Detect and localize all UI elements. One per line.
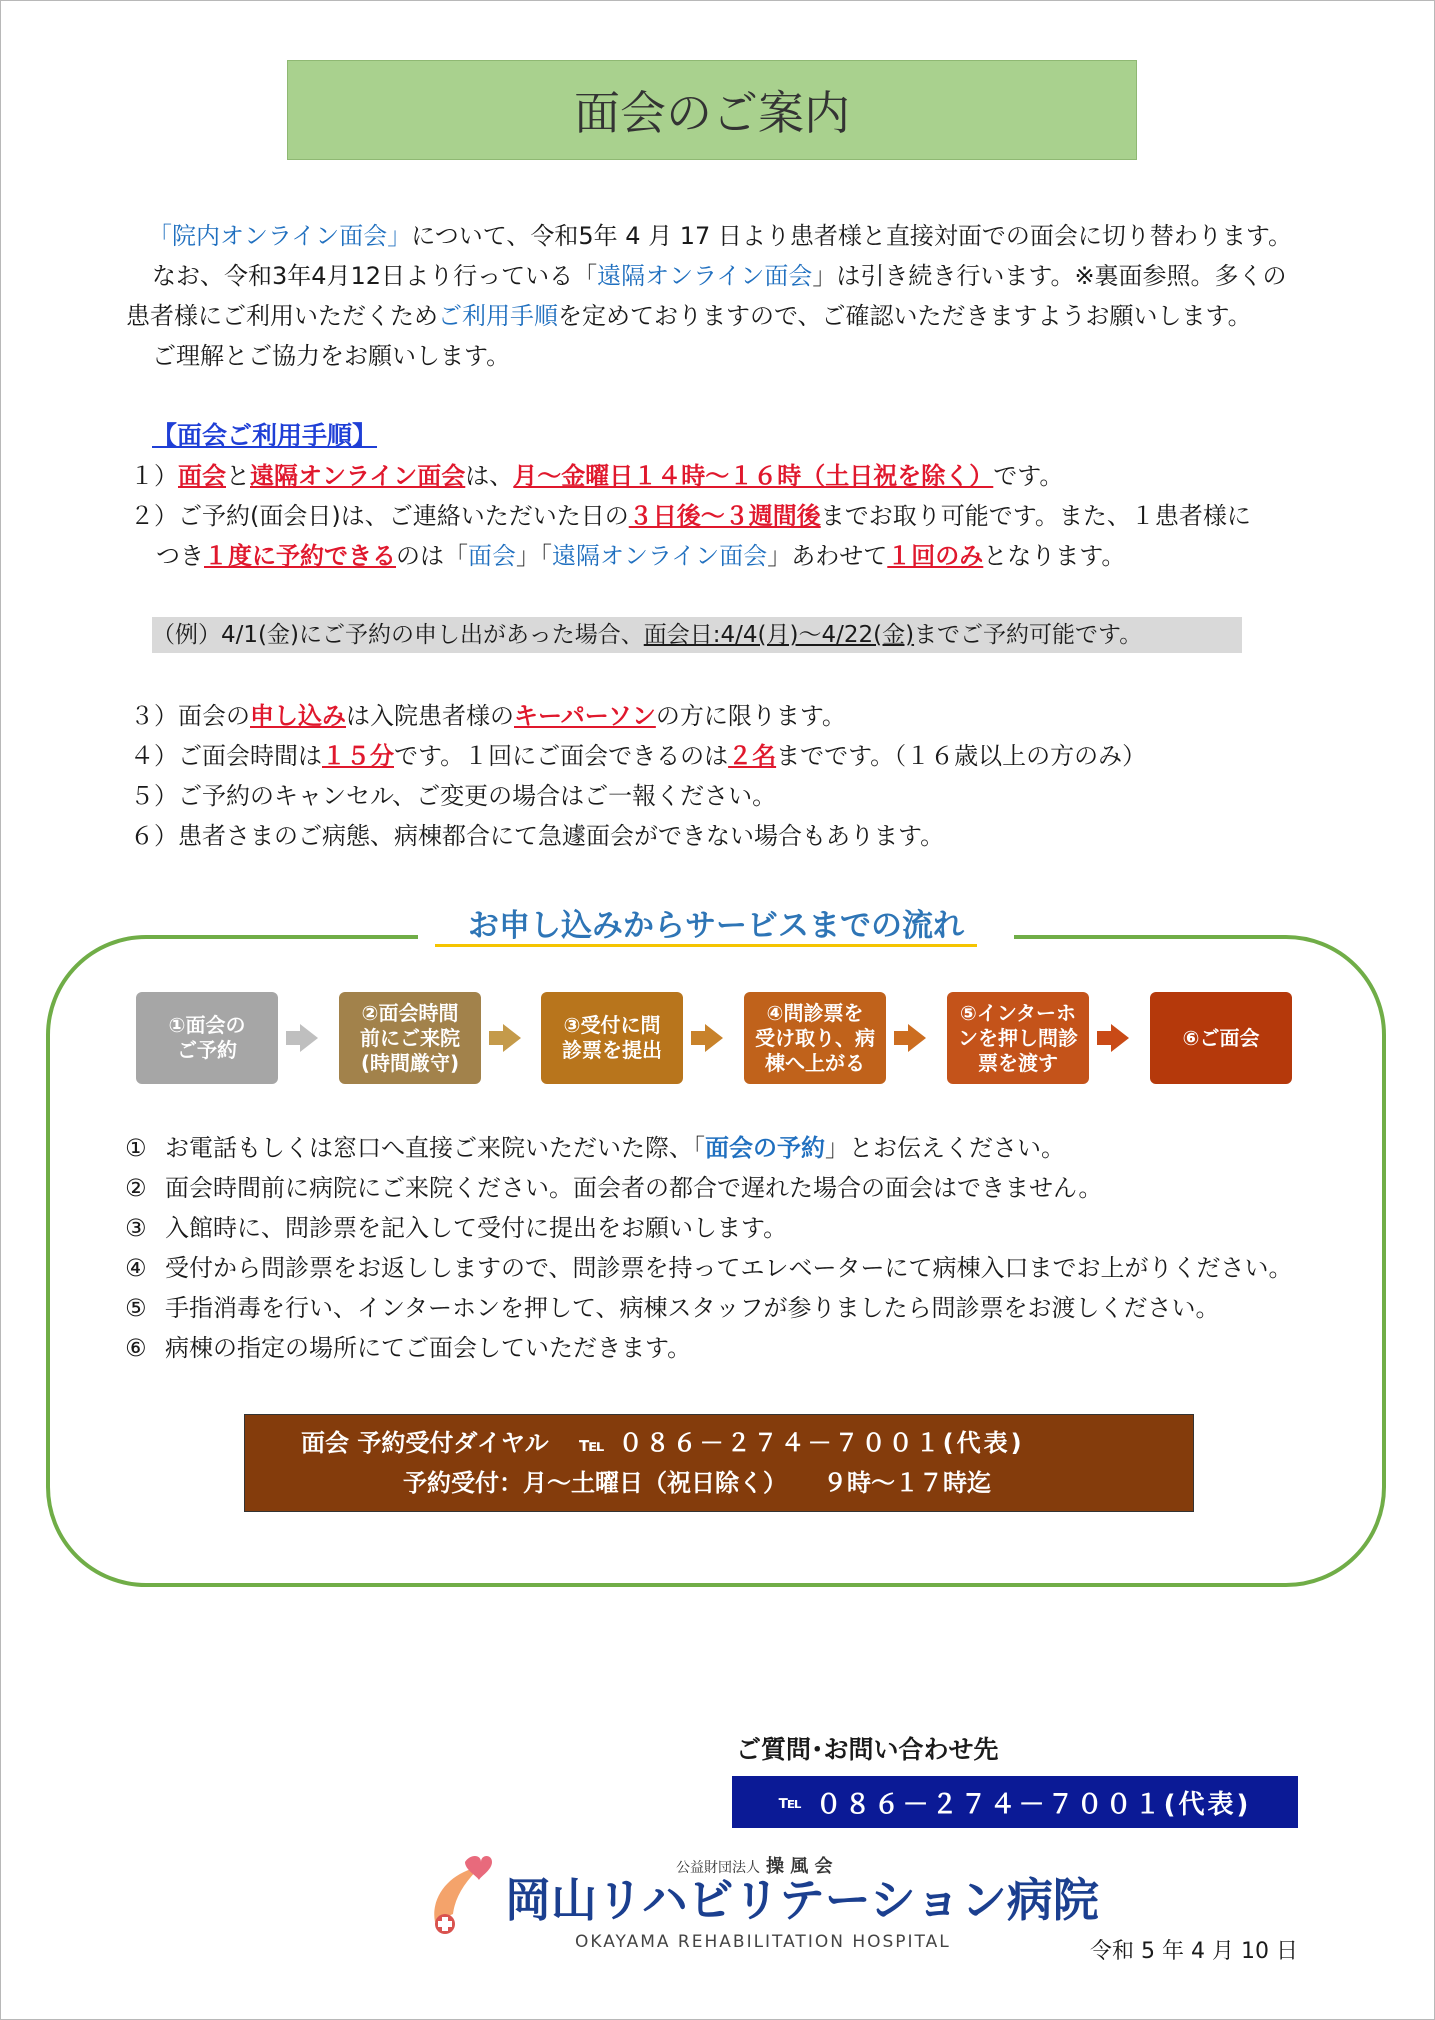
rule-emphasis: ３日後～３週間後 — [628, 502, 821, 530]
logo-hospital-name: 岡山リハビリテーション病院 — [505, 1873, 1099, 1927]
flow-item-2 — [125, 1172, 1102, 1204]
flow-item-3 — [125, 1212, 787, 1244]
flow-step-4 — [744, 992, 886, 1084]
rule-text: ６）患者さまのご病態、病棟都合にて急遽面会ができない場合もあります。 — [130, 822, 945, 850]
rule-text: と — [226, 462, 250, 490]
rule-highlight: 面会 — [468, 542, 516, 570]
flow-item-text: 手指消毒を行い、インターホンを押して、病棟スタッフが参りましたら問診票をお渡しください。 — [165, 1294, 1220, 1322]
rule-emphasis: 月～金曜日１４時～１６時（土日祝を除く） — [513, 462, 994, 490]
rule-text: の方に限ります。 — [655, 702, 846, 730]
flow-item-number: ① — [125, 1134, 147, 1162]
procedure-rule-6 — [130, 820, 944, 852]
intro-highlight-procedure: ご利用手順 — [438, 302, 558, 330]
logo-foundation-name: 操 風 会 — [766, 1856, 833, 1877]
flow-arrow-icon — [691, 1024, 723, 1052]
intro-highlight-remote: 遠隔オンライン面会 — [597, 262, 813, 290]
example-dates: 面会日:4/4(月)～4/22(金) — [643, 622, 915, 648]
tel-icon: ℡ — [778, 1791, 802, 1813]
flow-step-line: ⑥ご面会 — [1182, 1025, 1260, 1050]
flow-step-label — [755, 1001, 875, 1076]
rule-emphasis: 遠隔オンライン面会 — [250, 462, 466, 490]
rule-text: ２）ご予約(面会日)は、ご連絡いただいた日の — [130, 502, 629, 530]
procedure-rule-2 — [130, 500, 1251, 532]
rule-text: ３）面会の — [130, 702, 250, 730]
flow-step-1 — [136, 992, 278, 1084]
flow-item-number: ② — [125, 1174, 147, 1202]
arrow-shaft — [691, 1031, 705, 1045]
flow-item-text: 面会時間前に病院にご来院ください。面会者の都合で遅れた場合の面会はできません。 — [165, 1174, 1103, 1202]
contact-label: ご質問･お問い合わせ先 — [736, 1735, 999, 1764]
arrow-head — [908, 1024, 926, 1052]
rule-text: つき — [156, 542, 204, 570]
flow-item-text: 」とお伝えください。 — [825, 1134, 1065, 1162]
contact-phone-box — [732, 1776, 1298, 1828]
intro-text: について、令和5年 4 月 17 日より患者様と直接対面での面会に切り替わります。 — [411, 222, 1292, 250]
flow-title-underline — [435, 944, 977, 947]
flow-step-line: ①面会の — [168, 1013, 246, 1037]
rule-text: は入院患者様の — [346, 702, 514, 730]
intro-text: ご理解とご協力をお願いします。 — [152, 342, 511, 370]
flow-item-6 — [125, 1332, 691, 1364]
issue-date: 令和 5 年 4 月 10 日 — [1090, 1939, 1298, 1964]
flow-arrow-icon — [894, 1024, 926, 1052]
procedure-rule-4 — [130, 740, 1146, 772]
flow-step-label — [1183, 1026, 1260, 1051]
procedure-heading — [152, 420, 377, 452]
rule-text: となります。 — [983, 542, 1126, 570]
example-line — [152, 619, 1142, 651]
procedure-rule-2-cont — [156, 540, 1125, 572]
rule-text: ４）ご面会時間は — [130, 742, 322, 770]
flow-step-line: 前にご来院 — [360, 1025, 460, 1050]
page-title-text: 面会のご案内 — [574, 86, 850, 140]
flow-step-line: ②面会時間 — [361, 1000, 459, 1025]
rule-highlight: 遠隔オンライン面会 — [552, 542, 768, 570]
hospital-logo-icon — [425, 1852, 505, 1936]
procedure-heading-text: 【面会ご利用手順】 — [152, 421, 378, 450]
flow-step-line: ⑤インターホ — [959, 1000, 1077, 1025]
flow-step-2 — [339, 992, 481, 1084]
rule-text: のは「 — [396, 542, 468, 570]
flow-step-label — [958, 1001, 1078, 1076]
flow-step-line: 診票を提出 — [562, 1038, 662, 1062]
flow-step-line: 票を渡す — [978, 1050, 1058, 1075]
arrow-shaft — [489, 1031, 503, 1045]
logo-foundation-type: 公益財団法人 — [676, 1860, 760, 1876]
flow-item-number: ⑥ — [125, 1334, 147, 1362]
arrow-head — [705, 1024, 723, 1052]
intro-text: なお、令和3年4月12日より行っている「 — [152, 262, 598, 290]
flow-step-label — [562, 1013, 662, 1063]
arrow-head — [300, 1024, 318, 1052]
intro-text: 」は引き続き行います。※裏面参照。多くの — [812, 262, 1287, 290]
flow-item-highlight: 面会の予約 — [705, 1134, 825, 1162]
rule-text: です。１回にご面会できるのは — [394, 742, 729, 770]
flow-item-number: ④ — [125, 1254, 147, 1282]
tel-icon: ℡ — [579, 1432, 605, 1456]
rule-emphasis: １度に予約できる — [204, 542, 396, 570]
dial-line-2: 予約受付：月～土曜日（祝日除く） ９時～１７時迄 — [403, 1469, 991, 1497]
flow-step-line: (時間厳守) — [360, 1050, 460, 1075]
flow-step-6 — [1150, 992, 1292, 1084]
flow-item-text: 入館時に、問診票を記入して受付に提出をお願いします。 — [165, 1214, 788, 1242]
flow-arrow-icon — [1097, 1024, 1129, 1052]
rule-text: 」「 — [516, 542, 552, 570]
flow-item-text: お電話もしくは窓口へ直接ご来院いただいた際、「 — [165, 1134, 705, 1162]
flow-arrow-icon — [286, 1024, 318, 1052]
procedure-rule-3 — [130, 700, 846, 732]
rule-text: までです。（１６歳以上の方のみ） — [776, 742, 1147, 770]
rule-number: １） — [130, 462, 178, 490]
flow-step-3 — [541, 992, 683, 1084]
arrow-head — [1111, 1024, 1129, 1052]
flow-step-line: 棟へ上がる — [765, 1050, 865, 1075]
logo-english-name: OKAYAMA REHABILITATION HOSPITAL — [575, 1932, 951, 1952]
intro-text: 患者様にご利用いただくため — [126, 302, 438, 330]
flow-step-line: ③受付に問 — [563, 1013, 661, 1037]
flow-step-line: ご予約 — [177, 1038, 237, 1062]
intro-line-4 — [152, 340, 510, 372]
flow-item-5 — [125, 1292, 1220, 1324]
rule-emphasis: 申し込み — [250, 702, 346, 730]
flow-item-number: ⑤ — [125, 1294, 147, 1322]
arrow-shaft — [286, 1031, 300, 1045]
flow-item-4 — [125, 1252, 1293, 1284]
intro-line-3 — [126, 300, 1252, 332]
example-text: （例）4/1(金)にご予約の申し出があった場合、 — [152, 622, 644, 648]
flow-step-label — [169, 1013, 246, 1063]
page-title — [287, 60, 1137, 160]
procedure-rule-1 — [130, 460, 1063, 492]
flow-item-text: 病棟の指定の場所にてご面会していただきます。 — [165, 1334, 692, 1362]
logo-cross-h — [438, 1921, 452, 1927]
rule-text: 」あわせて — [767, 542, 888, 570]
rule-emphasis: １５分 — [322, 742, 394, 770]
procedure-rule-5 — [130, 780, 776, 812]
flow-step-label — [360, 1001, 460, 1076]
dial-label: 面会 予約受付ダイヤル — [301, 1429, 549, 1457]
rule-text: までお取り可能です。また、１患者様に — [820, 502, 1251, 530]
rule-text: は、 — [465, 462, 514, 490]
flow-step-line: ④問診票を — [766, 1000, 864, 1025]
rule-emphasis: キーパーソン — [514, 702, 656, 730]
flow-step-line: 受け取り、病 — [755, 1025, 875, 1050]
contact-number: ０８６－２７４－７００１(代表) — [815, 1789, 1252, 1820]
reservation-dial-box — [244, 1414, 1194, 1512]
rule-emphasis: １回のみ — [887, 542, 984, 570]
arrow-shaft — [1097, 1031, 1111, 1045]
intro-line-1 — [148, 220, 1292, 252]
dial-number: ０８６－２７４－７００１(代表) — [618, 1429, 1025, 1457]
flow-step-line: ンを押し問診 — [958, 1025, 1078, 1050]
example-text: までご予約可能です。 — [914, 622, 1143, 648]
rule-emphasis: 面会 — [178, 462, 226, 490]
rule-text: ５）ご予約のキャンセル、ご変更の場合はご一報ください。 — [130, 782, 777, 810]
intro-line-2 — [152, 260, 1287, 292]
intro-text: を定めておりますので、ご確認いただきますようお願いします。 — [558, 302, 1252, 330]
arrow-shaft — [894, 1031, 908, 1045]
rule-text: です。 — [993, 462, 1064, 490]
flow-item-1 — [125, 1132, 1065, 1164]
dial-line-1 — [301, 1425, 1025, 1462]
logo-swoosh — [434, 1867, 480, 1922]
flow-title: お申し込みからサービスまでの流れ — [468, 908, 964, 944]
rule-emphasis: ２名 — [728, 742, 777, 770]
flow-item-text: 受付から問診票をお返ししますので、問診票を持ってエレベーターにて病棟入口までお上がりください。 — [165, 1254, 1293, 1282]
flow-step-5 — [947, 992, 1089, 1084]
flow-item-number: ③ — [125, 1214, 147, 1242]
arrow-head — [503, 1024, 521, 1052]
intro-highlight-inhouse: 「院内オンライン面会」 — [148, 222, 412, 250]
flow-arrow-icon — [489, 1024, 521, 1052]
